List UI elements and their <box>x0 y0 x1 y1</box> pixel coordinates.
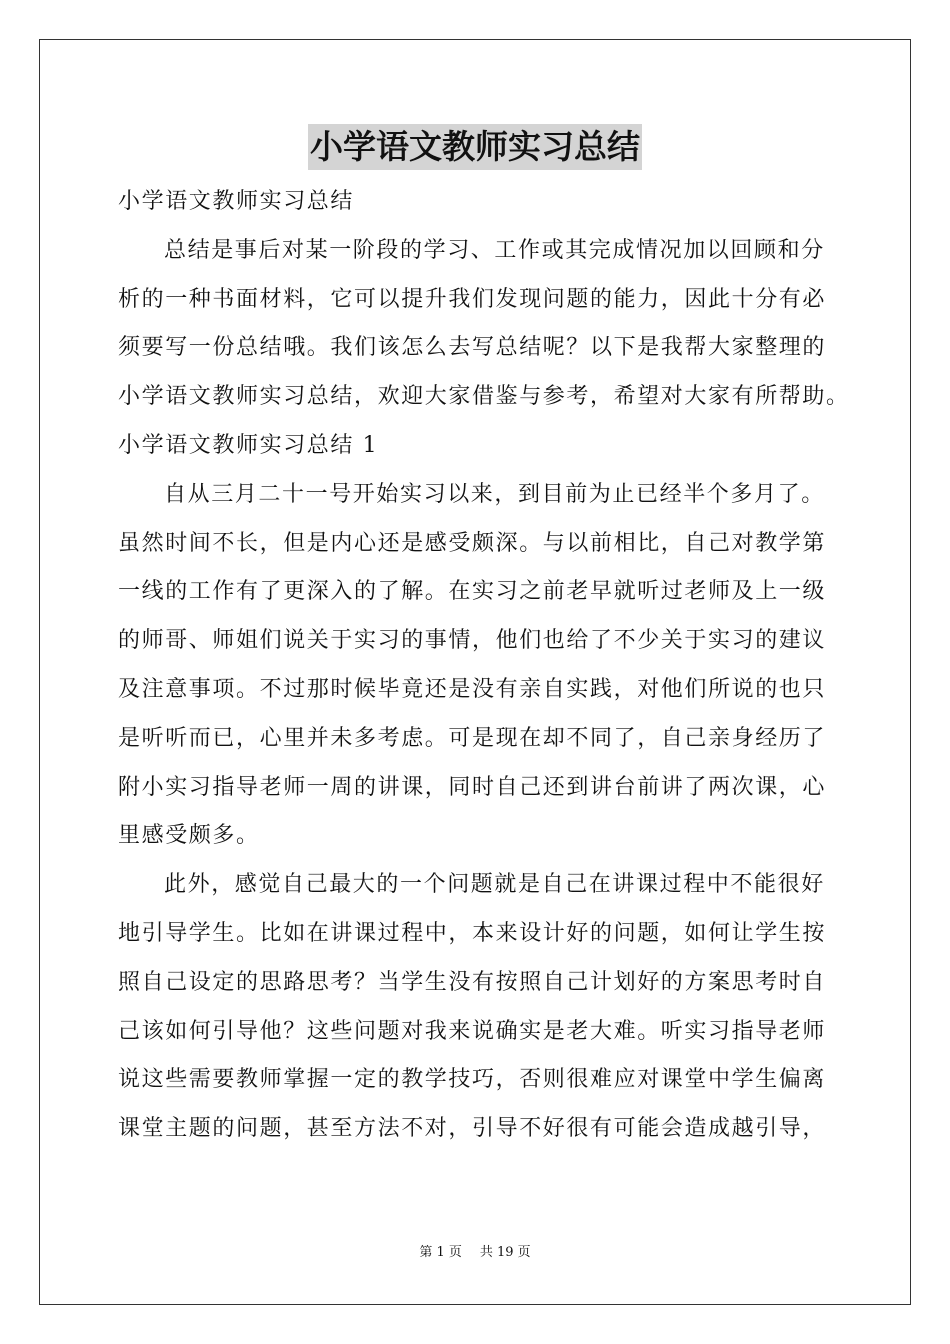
paragraph-line: 此外，感觉自己最大的一个问题就是自己在讲课过程中不能很好 <box>164 872 825 898</box>
paragraph-line: 照自己设定的思路思考？当学生没有按照自己计划好的方案思考时自 <box>118 969 827 995</box>
title-container <box>0 124 950 170</box>
paragraph-line: 小学语文教师实习总结，欢迎大家借鉴与参考，希望对大家有所帮助。 <box>118 384 850 410</box>
subtitle-line: 小学语文教师实习总结 <box>118 189 355 214</box>
paragraph-line: 及注意事项。不过那时候毕竟还是没有亲自实践，对他们所说的也只 <box>118 676 827 702</box>
paragraph-line: 附小实习指导老师一周的讲课，同时自己还到讲台前讲了两次课，心 <box>118 774 827 800</box>
paragraph-line: 地引导学生。比如在讲课过程中，本来设计好的问题，如何让学生按 <box>118 920 827 946</box>
page-total: 共 19 页 <box>479 1245 531 1260</box>
section-heading: 小学语文教师实习总结 1 <box>118 432 379 458</box>
paragraph-line: 总结是事后对某一阶段的学习、工作或其完成情况加以回顾和分 <box>164 237 825 263</box>
paragraph-line: 析的一种书面材料，它可以提升我们发现问题的能力，因此十分有必 <box>118 286 827 312</box>
paragraph-line: 己该如何引导他？这些问题对我来说确实是老大难。听实习指导老师 <box>118 1018 827 1044</box>
paragraph-line: 是听听而已，心里并未多考虑。可是现在却不同了，自己亲身经历了 <box>118 725 827 751</box>
page-footer <box>0 1244 950 1262</box>
page-number: 第 1 页 <box>419 1245 462 1260</box>
document-body <box>118 178 858 1154</box>
paragraph-line: 里感受颇多。 <box>118 823 260 849</box>
paragraph-line: 课堂主题的问题，甚至方法不对，引导不好很有可能会造成越引导， <box>118 1116 827 1142</box>
paragraph-line: 须要写一份总结哦。我们该怎么去写总结呢？以下是我帮大家整理的 <box>118 335 827 361</box>
paragraph-line: 说这些需要教师掌握一定的教学技巧，否则很难应对课堂中学生偏离 <box>118 1067 827 1093</box>
document-title: 小学语文教师实习总结 <box>308 124 642 170</box>
paragraph-line: 虽然时间不长，但是内心还是感受颇深。与以前相比，自己对教学第 <box>118 530 827 556</box>
paragraph-line: 自从三月二十一号开始实习以来，到目前为止已经半个多月了。 <box>164 481 825 507</box>
paragraph-line: 的师哥、师姐们说关于实习的事情，他们也给了不少关于实习的建议 <box>118 628 827 654</box>
paragraph-line: 一线的工作有了更深入的了解。在实习之前老早就听过老师及上一级 <box>118 579 827 605</box>
